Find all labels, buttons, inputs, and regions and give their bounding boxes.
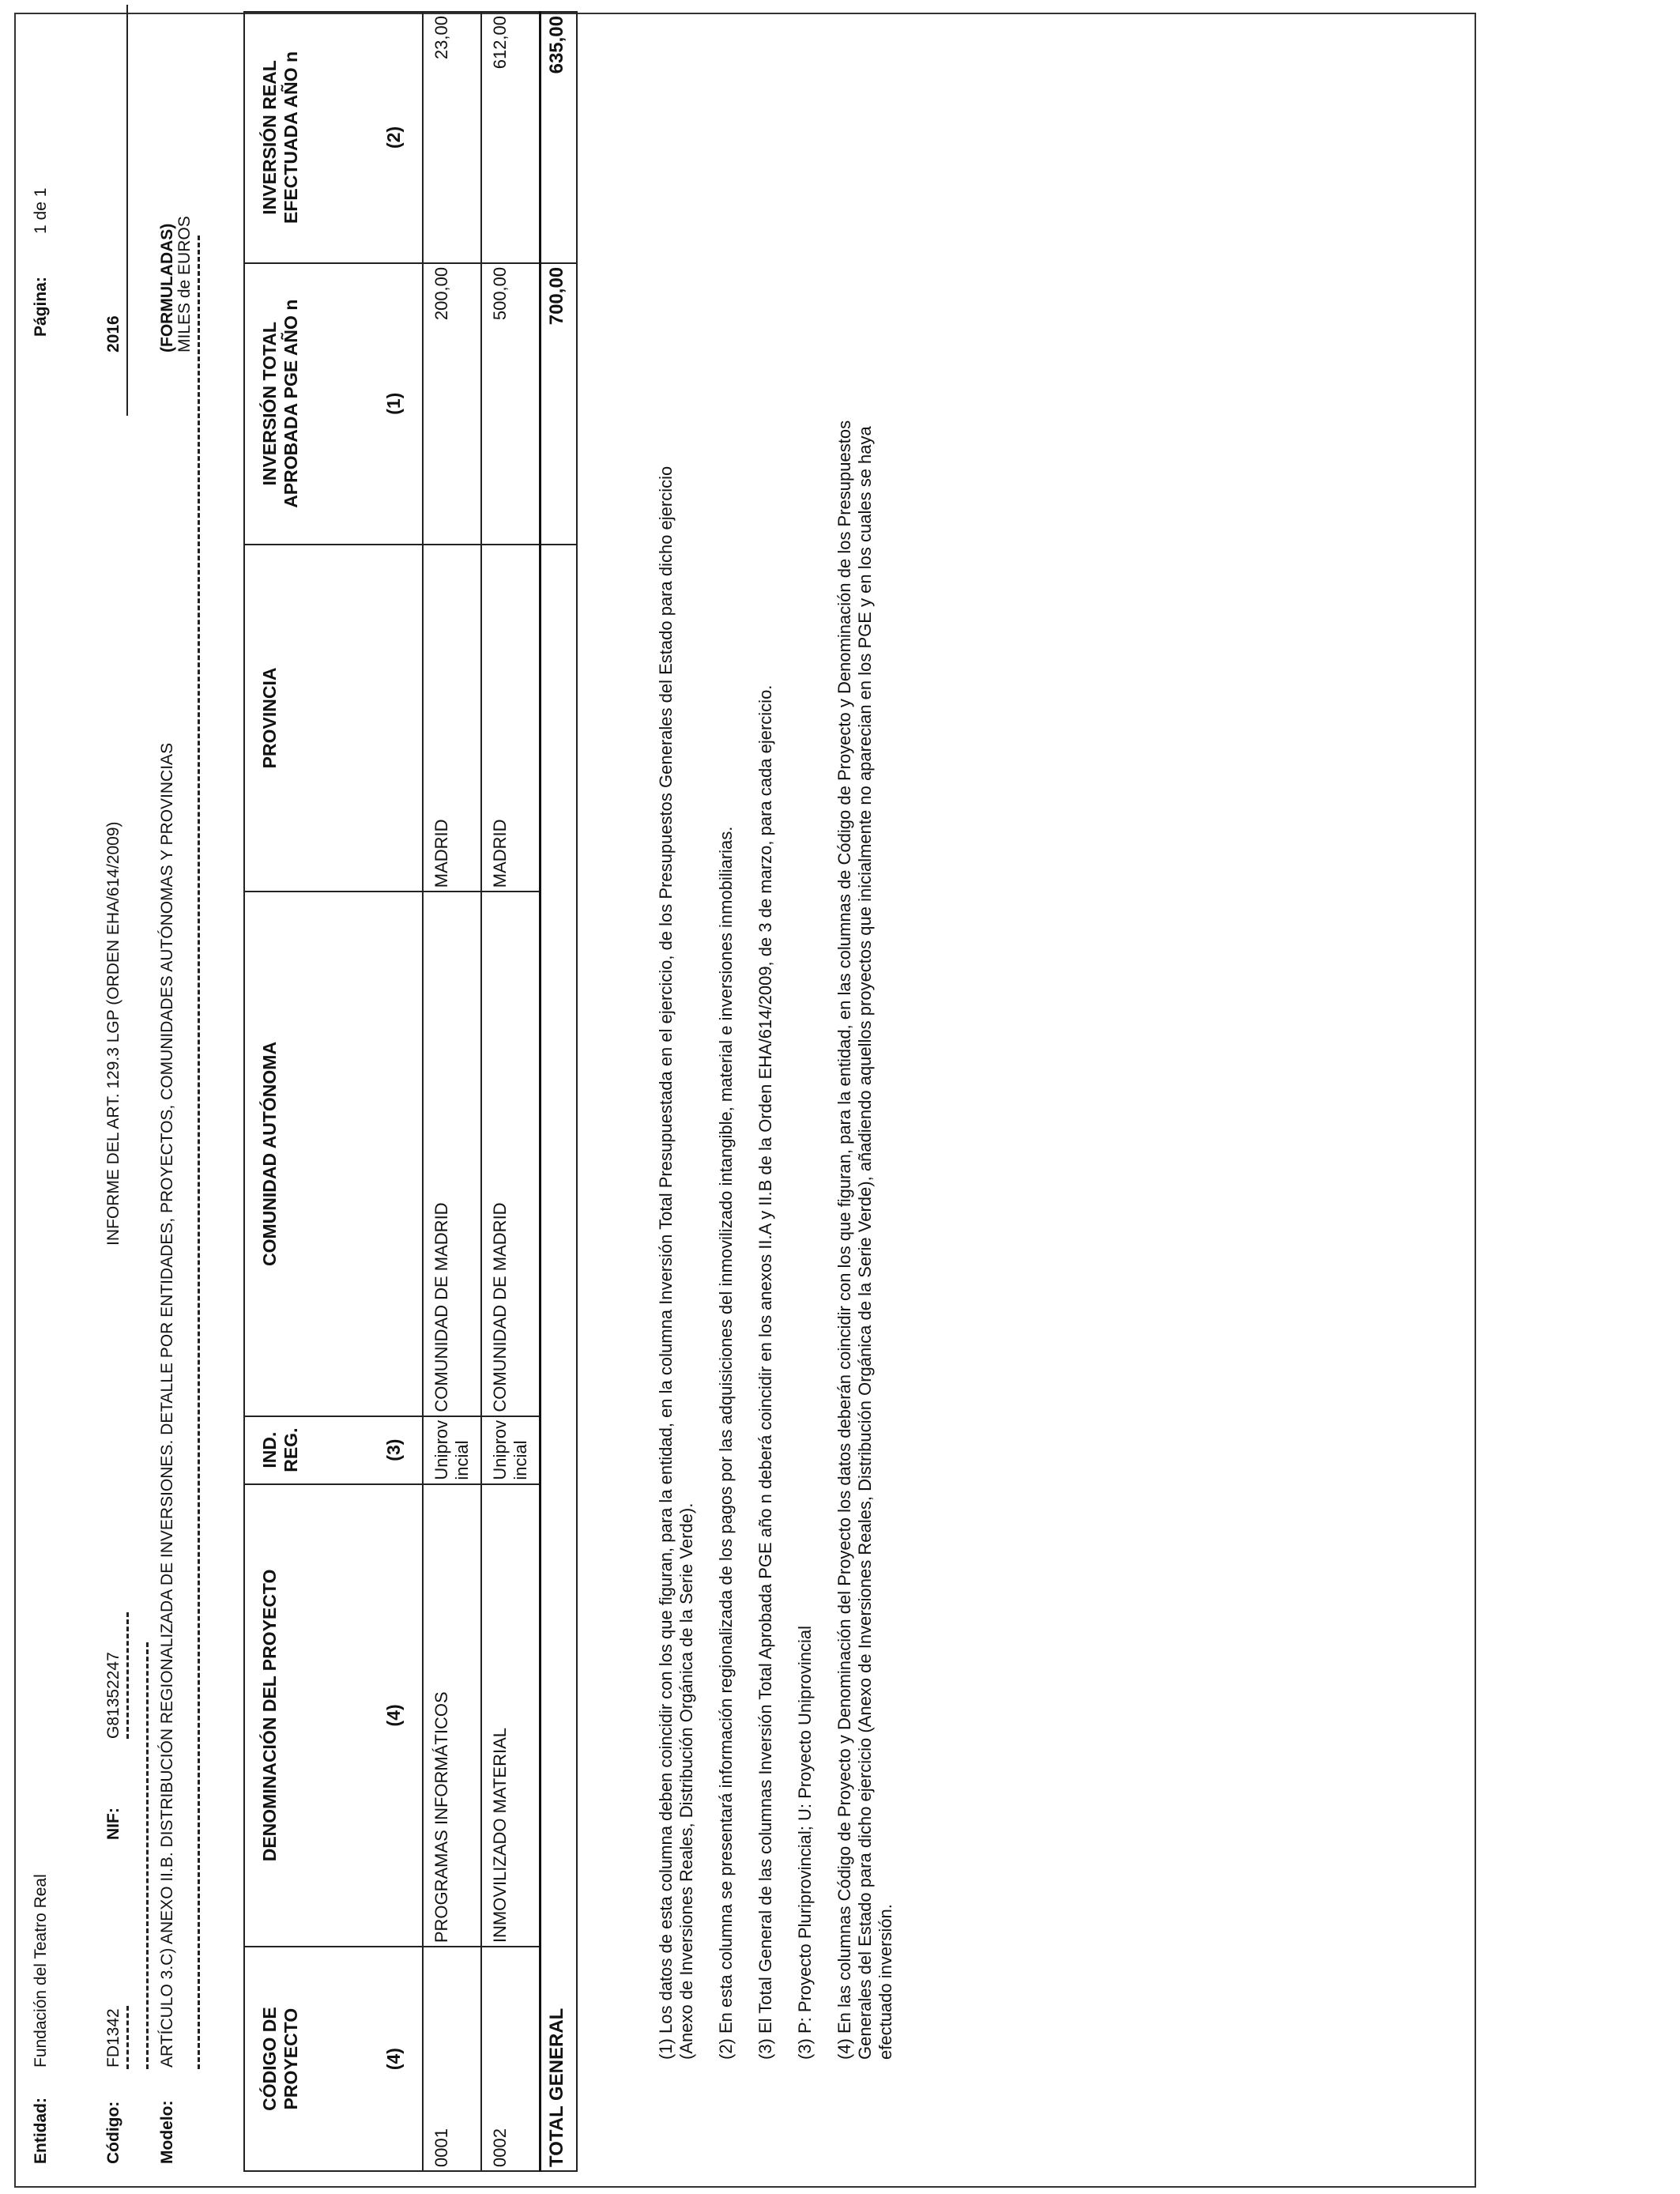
nif-label: NIF: [104,1808,122,1840]
informe-title: INFORME DEL ART. 129.3 LGP (ORDEN EHA/614/2009) [104,821,122,1246]
footnote-3b: (3) P: Proyecto Pluriprovincial; U: Proyecto Uniprovincial [795,1626,815,2060]
col-codigo-proyecto: CÓDIGO DE PROYECTO (4) [244,1947,423,2171]
cell-efectuada: 23,00 [423,12,481,263]
col-denominacion: DENOMINACIÓN DEL PROYECTO (4) [244,1484,423,1947]
cell-ind-reg: Uniprovincial [481,1416,541,1484]
table-row [481,12,541,2171]
footnotes [656,163,915,2060]
codigo-label: Código: [104,2101,122,2164]
cell-comunidad: COMUNIDAD DE MADRID [423,892,481,1416]
modelo-value: ARTÍCULO 3.C) ANEXO II.B. DISTRIBUCIÓN REGIONALIZADA DE INVERSIONES. DETALLE POR ENTIDADES, PROYECTOS, COMUNIDADES AUTÓNOMAS Y PROVINCIAS [158,742,176,2068]
dash-line [126,1612,129,1739]
footnote-3: (3) El Total General de las columnas Inversión Total Aprobada PGE año n deberá coincidir en los anexos II.A y II.B de la Orden EHA/614/2009, de 3 de marzo, para cada ejercicio. [755,684,775,2060]
cell-provincia: MADRID [423,545,481,892]
cell-aprobada: 500,00 [481,263,541,545]
modelo-label: Modelo: [158,2100,176,2164]
entidad-label: Entidad: [32,2098,50,2164]
entidad-value: Fundación del Teatro Real [32,1874,50,2068]
table-row [423,12,481,2171]
pagina-value: 1 de 1 [32,187,50,234]
cell-comunidad: COMUNIDAD DE MADRID [481,892,541,1416]
dash-line [198,236,200,2069]
cell-ind-reg: Uniprovincial [423,1416,481,1484]
dash-line [146,1642,149,2069]
investments-table [243,11,578,2172]
codigo-value: FD1342 [104,2008,122,2068]
nif-value: G81352247 [104,1652,122,1739]
formuladas-label: (FORMULADAS) [158,223,176,352]
cell-codigo: 0001 [423,1947,481,2171]
footnote-2: (2) En esta columna se presentará información regionalizada de los pagos por las adquisiciones del inmovilizado intangible, material e inversiones inmobiliarias. [716,826,736,2060]
cell-denominacion: PROGRAMAS INFORMÁTICOS [423,1484,481,1947]
cell-provincia: MADRID [481,545,541,892]
total-row [541,12,577,2171]
col-inversion-aprobada: INVERSIÓN TOTAL APROBADA PGE AÑO n (1) [244,263,423,545]
cell-efectuada: 612,00 [481,12,541,263]
table-header-row [244,12,423,2171]
cell-codigo: 0002 [481,1947,541,2171]
cell-denominacion: INMOVILIZADO MATERIAL [481,1484,541,1947]
total-efectuada: 635,00 [541,12,577,263]
report-year: 2016 [104,315,122,352]
dash-line [126,2006,129,2069]
col-inversion-efectuada: INVERSIÓN REAL EFECTUADA AÑO n (2) [244,12,423,263]
units-label: MILES de EUROS [175,216,194,352]
cell-aprobada: 200,00 [423,263,481,545]
col-comunidad: COMUNIDAD AUTÓNOMA [244,892,423,1416]
col-ind-reg: IND. REG. (3) [244,1416,423,1484]
footnote-4: (4) En las columnas Código de Proyecto y Denominación del Proyecto los datos deberán coincidir con los que figuran, para la entidad, en las columnas de Código de Proyecto y Denominación de los Presupuestos Generales del Estado para dicho ejercicio (Anexo de Inversiones Reales, Distribución Orgánica de la Serie Verde), añadiendo aquellos proyectos que inicialmente no aparecian en los PGE y en los cuales se haya efectuado inversión. [834,420,895,2060]
pagina-label: Página: [32,277,50,337]
footnote-1: (1) Los datos de esta columna deben coincidir con los que figuran, para la entidad, en la columna Inversión Total Presupuestada en el ejercicio, de los Presupuestos Generales del Estado para dicho ejercicio (Anexo de Inversiones Reales, Distribución Orgánica de la Serie Verde). [656,466,696,2060]
total-aprobada: 700,00 [541,263,577,545]
col-provincia: PROVINCIA [244,545,423,892]
total-label: TOTAL GENERAL [541,545,577,2171]
rule-line [126,5,128,416]
